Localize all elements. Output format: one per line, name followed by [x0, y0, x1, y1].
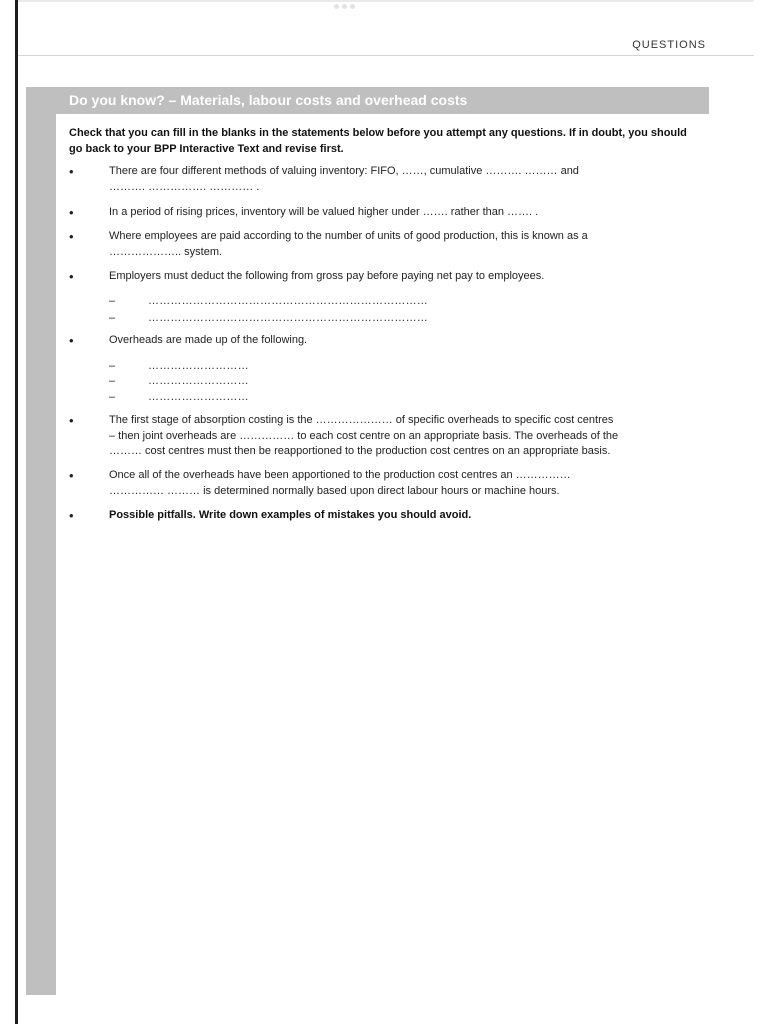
bullet-marker: •: [69, 468, 74, 483]
bullet-marker: •: [69, 229, 74, 244]
bullet-text-line: Once all of the overheads have been apportioned to the production cost centres an ……………: [109, 469, 571, 481]
list-item: [69, 229, 709, 260]
bullet-text-line: ……………….. system.: [109, 245, 223, 258]
bullet-text-line: ………. ……………. ………… .: [109, 180, 260, 193]
bullet-text-line: Overheads are made up of the following.: [109, 334, 308, 346]
bullet-marker: •: [69, 413, 74, 428]
bullet-text-line: Possible pitfalls. Write down examples of mistakes you should avoid.: [109, 509, 472, 521]
bullet-marker: •: [69, 333, 74, 348]
page-handle-dots: [334, 4, 358, 10]
list-item: [69, 333, 709, 349]
bullet-text-line: ……… cost centres must then be reapportioned to the production cost centres on an appropriate basis.: [109, 445, 611, 457]
left-margin-rule: [15, 0, 18, 1024]
list-item: [69, 413, 709, 460]
list-item: [69, 468, 709, 499]
dash-marker: –: [109, 312, 116, 324]
bullet-text-line: Employers must deduct the following from gross pay before paying net pay to employees.: [109, 270, 545, 282]
panel-side-bar: [26, 87, 56, 995]
top-edge-line: [18, 0, 754, 2]
dash-marker: –: [109, 375, 116, 387]
section-header-label: QUESTIONS: [632, 39, 706, 51]
blank-dots: …………………………………………………………………: [148, 312, 428, 324]
list-item: [69, 508, 709, 524]
bullet-text-line: There are four different methods of valuing inventory: FIFO, ……, cumulative ………. ……… and: [109, 165, 579, 177]
list-item: [69, 164, 709, 195]
blank-dots: ………………………: [148, 391, 249, 403]
blank-dots: ………………………: [148, 360, 249, 372]
bullet-text-line: …………… ……… is determined normally based upon direct labour hours or machine hours.: [109, 484, 560, 497]
blank-dots: …………………………………………………………………: [148, 295, 428, 307]
bullet-marker: •: [69, 205, 74, 220]
bullet-text-line: Where employees are paid according to the number of units of good production, this is known as a: [109, 230, 588, 242]
bullet-text-line: – then joint overheads are …………… to each cost centre on an appropriate basis. The overheads of the: [109, 429, 619, 442]
list-item: [69, 269, 709, 285]
bullet-text-line: In a period of rising prices, inventory will be valued higher under ……. rather than ……. .: [109, 206, 539, 218]
panel-intro: Check that you can fill in the blanks in the statements below before you attempt any questions. If in doubt, you should go back to your BPP Interactive Text and revise first.: [69, 127, 687, 155]
header-divider: [18, 55, 754, 56]
dash-marker: –: [109, 295, 116, 307]
dash-marker: –: [109, 360, 116, 372]
bullet-marker: •: [69, 269, 74, 284]
blank-dots: ………………………: [148, 375, 249, 387]
list-item: [69, 205, 709, 221]
bullet-marker: •: [69, 508, 74, 523]
bullet-marker: •: [69, 164, 74, 179]
dash-marker: –: [109, 391, 116, 403]
bullet-text-line: The first stage of absorption costing is the ………………… of specific overheads to specific cost centres: [109, 414, 614, 426]
panel-title: Do you know? – Materials, labour costs and overhead costs: [69, 92, 468, 108]
